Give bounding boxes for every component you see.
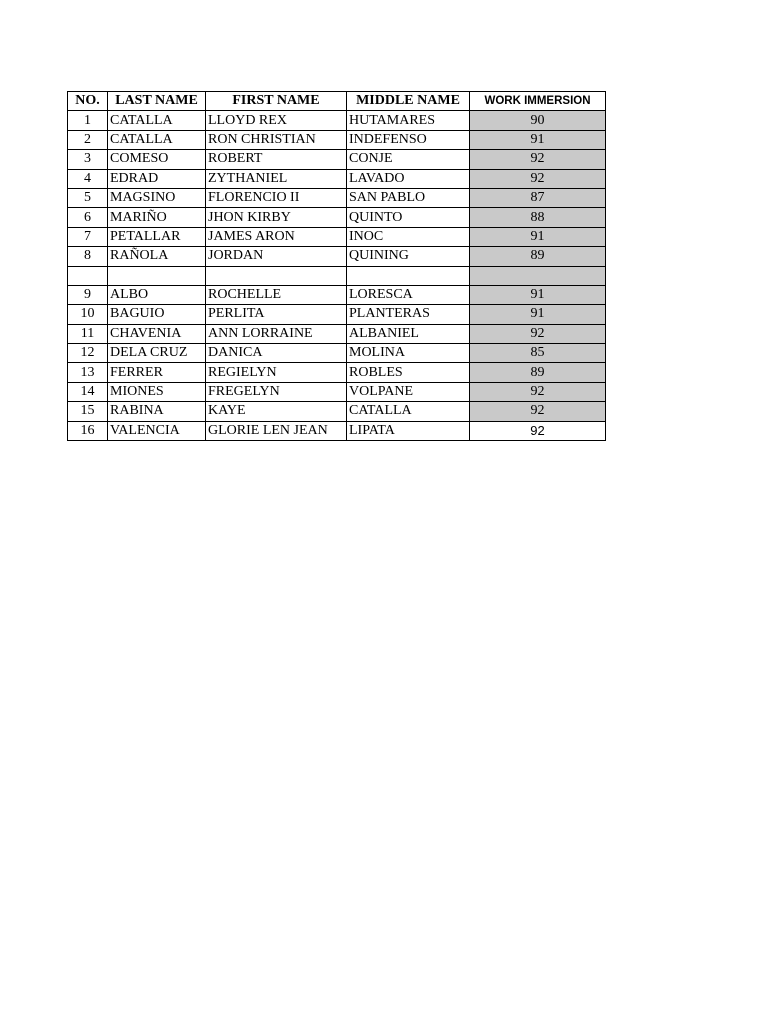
middle-name-cell: CATALLA bbox=[347, 402, 470, 421]
middle-name-cell: MOLINA bbox=[347, 344, 470, 363]
last-name-cell: EDRAD bbox=[108, 169, 206, 188]
header-work-immersion: WORK IMMERSION bbox=[470, 92, 606, 111]
last-name-cell: CATALLA bbox=[108, 111, 206, 130]
grade-cell: 88 bbox=[470, 208, 606, 227]
row-no: 4 bbox=[68, 169, 108, 188]
empty-grade-cell bbox=[470, 266, 606, 285]
first-name-cell: FLORENCIO II bbox=[206, 188, 347, 207]
middle-name-cell: PLANTERAS bbox=[347, 305, 470, 324]
first-name-cell: GLORIE LEN JEAN bbox=[206, 421, 347, 440]
header-no: NO. bbox=[68, 92, 108, 111]
row-no: 5 bbox=[68, 188, 108, 207]
grade-cell: 89 bbox=[470, 363, 606, 382]
middle-name-cell: ROBLES bbox=[347, 363, 470, 382]
table-row bbox=[68, 169, 606, 188]
table-row bbox=[68, 188, 606, 207]
first-name-cell: REGIELYN bbox=[206, 363, 347, 382]
first-name-cell: ZYTHANIEL bbox=[206, 169, 347, 188]
grades-table bbox=[67, 91, 606, 441]
first-name-cell: RON CHRISTIAN bbox=[206, 130, 347, 149]
empty-cell bbox=[347, 266, 470, 285]
grade-cell: 91 bbox=[470, 285, 606, 304]
last-name-cell: PETALLAR bbox=[108, 227, 206, 246]
row-no: 16 bbox=[68, 421, 108, 440]
last-name-cell: MARIÑO bbox=[108, 208, 206, 227]
middle-name-cell: LIPATA bbox=[347, 421, 470, 440]
middle-name-cell: VOLPANE bbox=[347, 382, 470, 401]
middle-name-cell: INDEFENSO bbox=[347, 130, 470, 149]
middle-name-cell: LAVADO bbox=[347, 169, 470, 188]
table-row bbox=[68, 285, 606, 304]
table-row bbox=[68, 150, 606, 169]
first-name-cell: LLOYD REX bbox=[206, 111, 347, 130]
grade-cell: 90 bbox=[470, 111, 606, 130]
last-name-cell: ALBO bbox=[108, 285, 206, 304]
row-no: 8 bbox=[68, 247, 108, 266]
header-middle-name: MIDDLE NAME bbox=[347, 92, 470, 111]
first-name-cell: JAMES ARON bbox=[206, 227, 347, 246]
grade-cell: 91 bbox=[470, 227, 606, 246]
table-row bbox=[68, 227, 606, 246]
middle-name-cell: HUTAMARES bbox=[347, 111, 470, 130]
last-name-cell: FERRER bbox=[108, 363, 206, 382]
table-row bbox=[68, 402, 606, 421]
first-name-cell: ROBERT bbox=[206, 150, 347, 169]
grade-cell: 87 bbox=[470, 188, 606, 207]
first-name-cell: ROCHELLE bbox=[206, 285, 347, 304]
first-name-cell: DANICA bbox=[206, 344, 347, 363]
table-row bbox=[68, 324, 606, 343]
empty-cell bbox=[108, 266, 206, 285]
last-name-cell: CATALLA bbox=[108, 130, 206, 149]
table-row bbox=[68, 344, 606, 363]
table-row bbox=[68, 421, 606, 440]
table-row bbox=[68, 111, 606, 130]
last-name-cell: MIONES bbox=[108, 382, 206, 401]
row-no: 6 bbox=[68, 208, 108, 227]
grade-cell: 85 bbox=[470, 344, 606, 363]
row-no: 10 bbox=[68, 305, 108, 324]
row-no: 12 bbox=[68, 344, 108, 363]
grade-cell: 92 bbox=[470, 402, 606, 421]
last-name-cell: BAGUIO bbox=[108, 305, 206, 324]
last-name-cell: CHAVENIA bbox=[108, 324, 206, 343]
first-name-cell: JORDAN bbox=[206, 247, 347, 266]
grade-cell: 92 bbox=[470, 169, 606, 188]
last-name-cell: VALENCIA bbox=[108, 421, 206, 440]
grade-cell: 91 bbox=[470, 305, 606, 324]
first-name-cell: FREGELYN bbox=[206, 382, 347, 401]
last-name-cell: RAÑOLA bbox=[108, 247, 206, 266]
grade-cell: 92 bbox=[470, 150, 606, 169]
table-row bbox=[68, 363, 606, 382]
table-row bbox=[68, 382, 606, 401]
table-row bbox=[68, 208, 606, 227]
table-row bbox=[68, 247, 606, 266]
grade-cell: 92 bbox=[470, 382, 606, 401]
table-row bbox=[68, 130, 606, 149]
row-no: 2 bbox=[68, 130, 108, 149]
last-name-cell: RABINA bbox=[108, 402, 206, 421]
row-no: 13 bbox=[68, 363, 108, 382]
empty-row bbox=[68, 266, 606, 285]
row-no: 9 bbox=[68, 285, 108, 304]
last-name-cell: DELA CRUZ bbox=[108, 344, 206, 363]
middle-name-cell: QUINING bbox=[347, 247, 470, 266]
grade-cell: 92 bbox=[470, 324, 606, 343]
row-no: 1 bbox=[68, 111, 108, 130]
grade-cell: 89 bbox=[470, 247, 606, 266]
header-last-name: LAST NAME bbox=[108, 92, 206, 111]
middle-name-cell: ALBANIEL bbox=[347, 324, 470, 343]
middle-name-cell: QUINTO bbox=[347, 208, 470, 227]
middle-name-cell: INOC bbox=[347, 227, 470, 246]
first-name-cell: ANN LORRAINE bbox=[206, 324, 347, 343]
middle-name-cell: CONJE bbox=[347, 150, 470, 169]
middle-name-cell: SAN PABLO bbox=[347, 188, 470, 207]
last-name-cell: COMESO bbox=[108, 150, 206, 169]
row-no: 7 bbox=[68, 227, 108, 246]
row-no: 14 bbox=[68, 382, 108, 401]
header-row bbox=[68, 92, 606, 111]
empty-cell bbox=[68, 266, 108, 285]
empty-cell bbox=[206, 266, 347, 285]
row-no: 15 bbox=[68, 402, 108, 421]
grade-cell: 92 bbox=[470, 421, 606, 440]
grade-cell: 91 bbox=[470, 130, 606, 149]
first-name-cell: JHON KIRBY bbox=[206, 208, 347, 227]
last-name-cell: MAGSINO bbox=[108, 188, 206, 207]
first-name-cell: PERLITA bbox=[206, 305, 347, 324]
row-no: 3 bbox=[68, 150, 108, 169]
row-no: 11 bbox=[68, 324, 108, 343]
first-name-cell: KAYE bbox=[206, 402, 347, 421]
middle-name-cell: LORESCA bbox=[347, 285, 470, 304]
header-first-name: FIRST NAME bbox=[206, 92, 347, 111]
table-row bbox=[68, 305, 606, 324]
